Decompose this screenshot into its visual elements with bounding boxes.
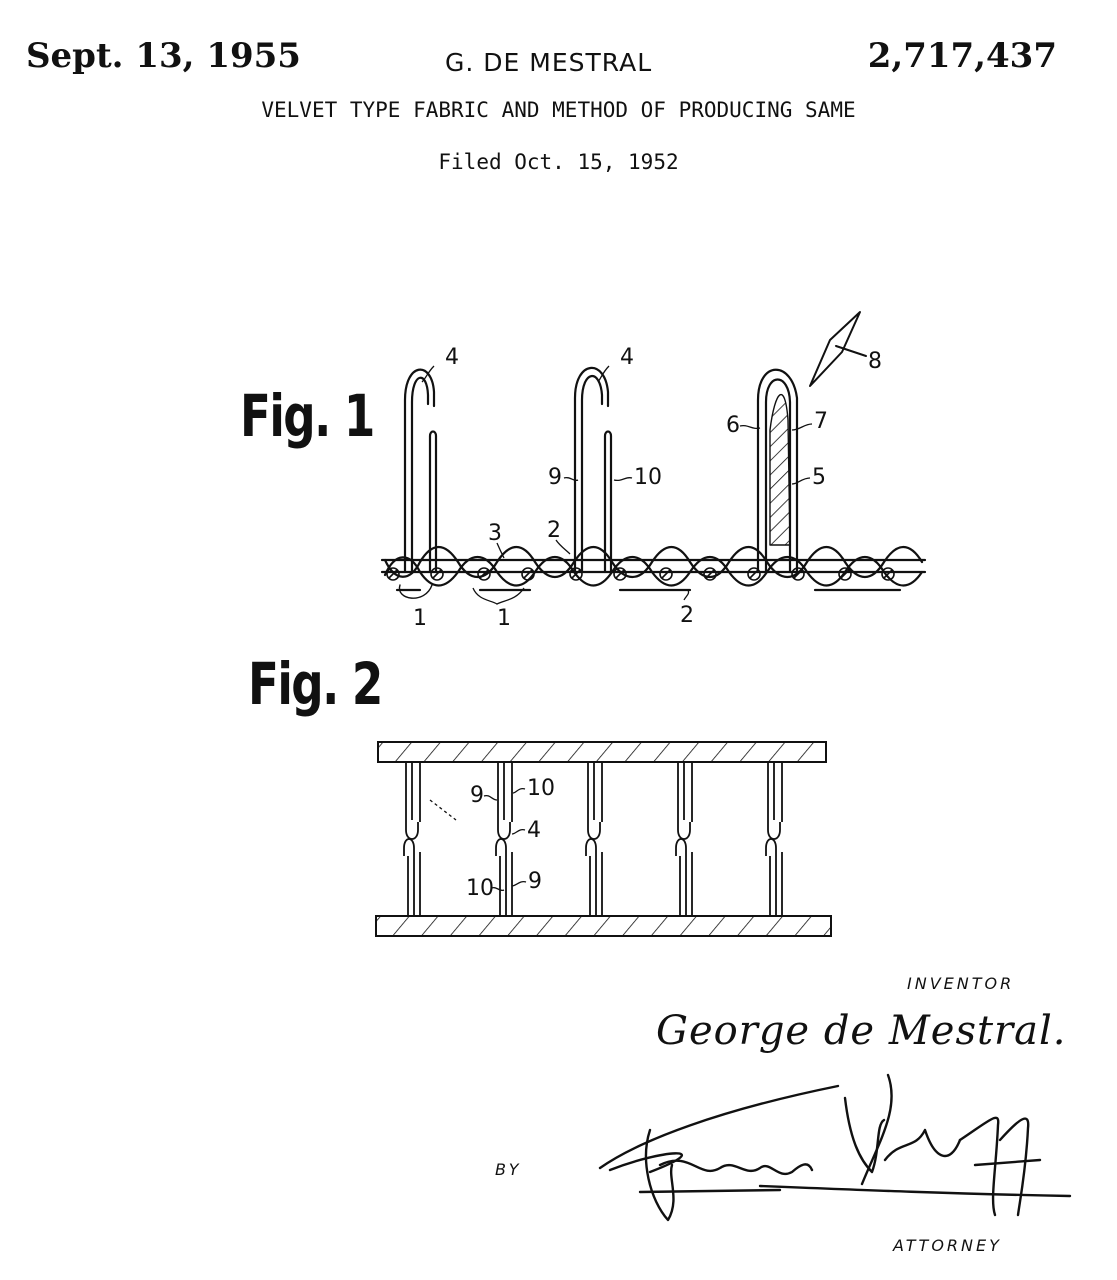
ref-1-middle: 1 (497, 606, 511, 631)
patent-title: VELVET TYPE FABRIC AND METHOD OF PRODUCING SAME (261, 98, 856, 122)
patent-date: Sept. 13, 1955 (26, 36, 301, 76)
ref-9-top: 9 (470, 783, 484, 808)
inventor-signature: George de Mestral. (656, 1008, 1067, 1054)
top-fabric-strip (378, 742, 826, 762)
bottom-fabric-strip (376, 916, 831, 936)
inventor-name-header: G. DE MESTRAL (445, 48, 653, 77)
ref-10: 10 (634, 465, 662, 490)
ref-8-knife: 8 (868, 349, 882, 374)
pile-loop-3 (758, 370, 797, 572)
patent-number: 2,717,437 (867, 36, 1057, 76)
pile-loop-2 (575, 368, 611, 572)
ref-10-top: 10 (527, 776, 555, 801)
ref-4-loop-1: 4 (445, 345, 459, 370)
by-label: BY (495, 1160, 522, 1179)
figure-2-drawing (376, 742, 831, 936)
ref-6: 6 (726, 413, 740, 438)
interlocked-hooks (404, 762, 782, 916)
figure-2-label: Fig. 2 (248, 650, 382, 718)
ref-1-left: 1 (413, 606, 427, 631)
ref-4-loop-2: 4 (620, 345, 634, 370)
cutting-knife (810, 312, 866, 386)
ref-5: 5 (812, 465, 826, 490)
inventor-caption: INVENTOR (907, 974, 1015, 993)
ref-2-bottom: 2 (680, 603, 694, 628)
ref-4-fig2: 4 (527, 818, 541, 843)
ref-3: 3 (488, 521, 502, 546)
figure-1-label: Fig. 1 (240, 382, 374, 450)
attorney-signature (600, 1075, 1070, 1220)
ref-10-bottom: 10 (466, 876, 494, 901)
ref-7: 7 (814, 409, 828, 434)
figure-1-reference-numerals (413, 345, 882, 631)
ref-9-bottom: 9 (528, 869, 542, 894)
attorney-caption: ATTORNEY (893, 1236, 1002, 1255)
pile-loop-1 (399, 370, 436, 599)
figure-2-reference-numerals (430, 776, 555, 901)
ref-2-top: 2 (547, 518, 561, 543)
ref-9: 9 (548, 465, 562, 490)
filed-date: Filed Oct. 15, 1952 (438, 150, 679, 174)
figure-1-drawing (382, 312, 925, 598)
